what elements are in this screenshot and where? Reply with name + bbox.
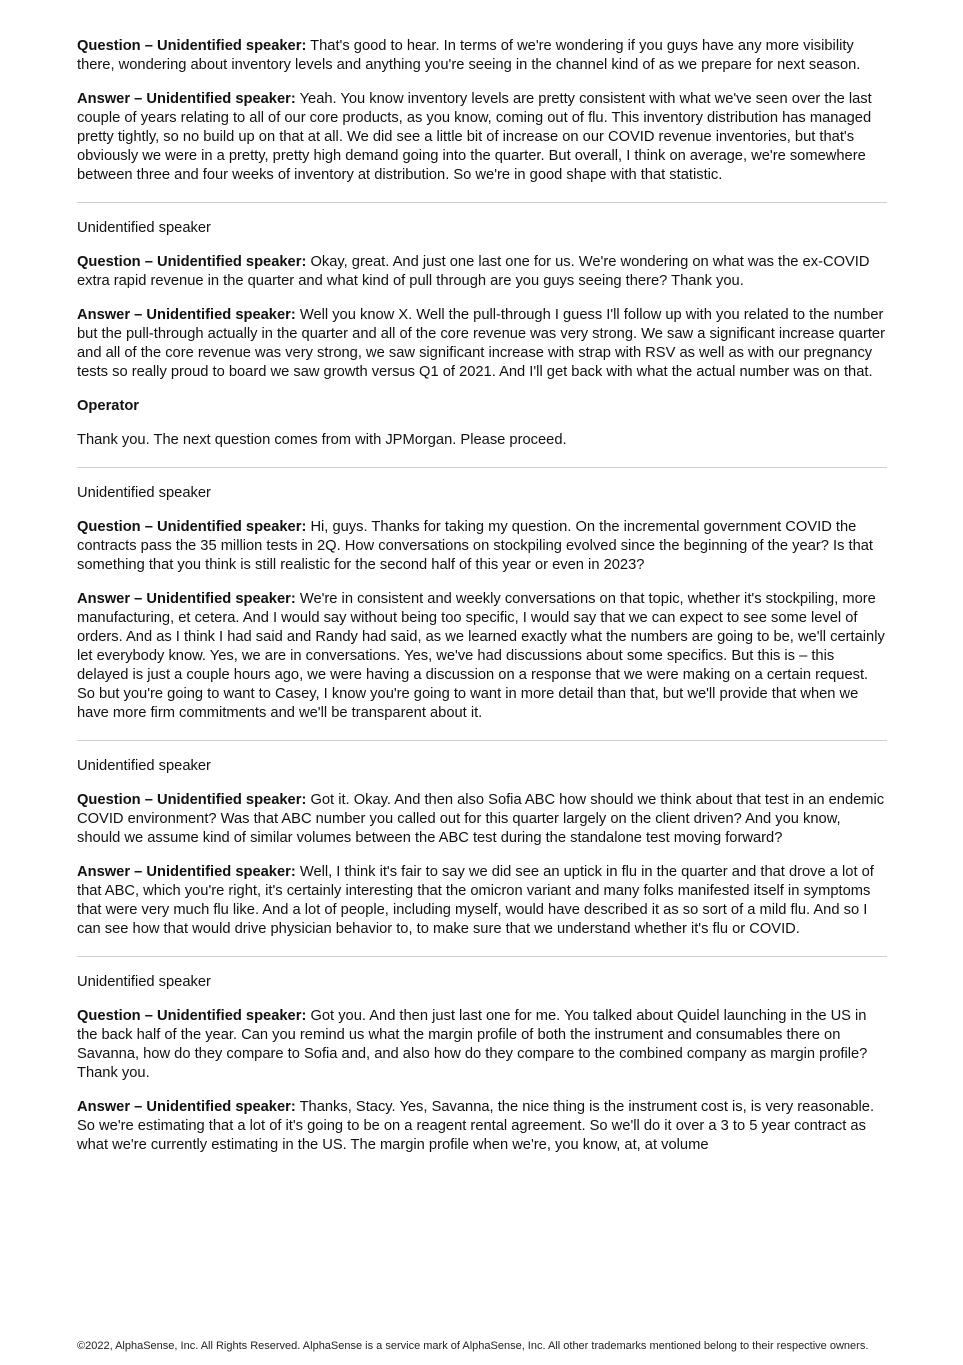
answer-paragraph	[77, 306, 887, 382]
answer-text: Well, I think it's fair to say we did see an uptick in flu in the quarter and that drove a lot of that ABC, which you're right, it's certainly interesting that the omicron variant and many folks manifested itself in symptoms that were very much flu like. And a lot of people, including myself, would have described it as so sort of a mild flu. And so I can see how that would drive physician behavior to, to make sure that we understand whether it's flu or COVID.	[77, 864, 874, 937]
answer-label: Answer – Unidentified speaker:	[77, 91, 296, 107]
question-paragraph	[77, 1007, 887, 1083]
transcript-body	[77, 37, 887, 1170]
speaker-heading: Unidentified speaker	[77, 220, 211, 236]
answer-paragraph	[77, 863, 887, 939]
question-paragraph	[77, 791, 887, 848]
answer-label: Answer – Unidentified speaker:	[77, 1099, 296, 1115]
answer-paragraph	[77, 1098, 887, 1155]
answer-label: Answer – Unidentified speaker:	[77, 864, 296, 880]
copyright-footer: ©2022, AlphaSense, Inc. All Rights Reserved. AlphaSense is a service mark of AlphaSense, Inc. All other trademarks mentioned belong to their respective owners.	[77, 1340, 869, 1352]
question-paragraph	[77, 518, 887, 575]
question-label: Question – Unidentified speaker:	[77, 792, 307, 808]
section-divider	[77, 740, 887, 741]
speaker-heading: Unidentified speaker	[77, 485, 211, 501]
question-label: Question – Unidentified speaker:	[77, 519, 307, 535]
question-text: Okay, great. And just one last one for us. We're wondering on what was the ex-COVID extra rapid revenue in the quarter and what kind of pull through are you guys seeing there? Thank you.	[77, 254, 870, 289]
question-label: Question – Unidentified speaker:	[77, 38, 307, 54]
question-text: Hi, guys. Thanks for taking my question. On the incremental government COVID the contracts pass the 35 million tests in 2Q. How conversations on stockpiling evolved since the beginning of the year? Is that something that you think is still realistic for the second half of this year or even in 2023?	[77, 519, 874, 573]
speaker-heading: Unidentified speaker	[77, 974, 211, 990]
speaker-heading: Unidentified speaker	[77, 758, 211, 774]
question-label: Question – Unidentified speaker:	[77, 254, 307, 270]
section-divider	[77, 202, 887, 203]
answer-paragraph	[77, 590, 887, 723]
question-paragraph	[77, 253, 887, 291]
question-label: Question – Unidentified speaker:	[77, 1008, 307, 1024]
answer-paragraph	[77, 90, 887, 185]
answer-text: Yeah. You know inventory levels are pretty consistent with what we've seen over the last couple of years relating to all of our core products, as you know, coming out of flu. This inventory distribution has managed pretty tightly, so no build up on that at all. We did see a little bit of increase on our COVID revenue inventories, but that's obviously we were in a pretty, pretty high demand going into the quarter. But overall, I think on average, we're somewhere between three and four weeks of inventory at distribution. So we're in good shape with that statistic.	[77, 91, 872, 183]
answer-text: Well you know X. Well the pull-through I guess I'll follow up with you related to the number but the pull-through actually in the quarter and all of the core revenue was very strong. We saw a significant increase quarter and all of the core revenue was very strong, we saw significant increase with strap with RSV as well as with our pregnancy tests so really proud to board we saw growth versus Q1 of 2021. And I'll get back with what the actual number was on that.	[77, 307, 885, 380]
question-paragraph	[77, 37, 887, 75]
operator-text: Thank you. The next question comes from with JPMorgan. Please proceed.	[77, 432, 567, 448]
question-text: Got you. And then just last one for me. You talked about Quidel launching in the US in the back half of the year. Can you remind us what the margin profile of both the instrument and consumables there on Savanna, how do they compare to Sofia and, and also how do they compare to the combined company as margin profile? Thank you.	[77, 1008, 868, 1081]
section-divider	[77, 467, 887, 468]
section-divider	[77, 956, 887, 957]
answer-text: We're in consistent and weekly conversations on that topic, whether it's stockpiling, more manufacturing, et cetera. And I would say without being too specific, I would say that we can expect to see some level of orders. And as I think I had said and Randy had said, as we learned exactly what the numbers are going to be, we'll certainly let everybody know. Yes, we are in conversations. Yes, we've had discussions about some specifics. But this is – this delayed is just a couple hours ago, we were having a discussion on a response that we were making on a certain request. So but you're going to want to Casey, I know you're going to want in more detail than that, but we'll provide that when we have more firm commitments and we'll be transparent about it.	[77, 591, 885, 721]
question-text: That's good to hear. In terms of we're wondering if you guys have any more visibility there, wondering about inventory levels and anything you're seeing in the channel kind of as we prepare for next season.	[77, 38, 861, 73]
answer-label: Answer – Unidentified speaker:	[77, 591, 296, 607]
operator-heading: Operator	[77, 398, 140, 414]
answer-label: Answer – Unidentified speaker:	[77, 307, 296, 323]
question-text: Got it. Okay. And then also Sofia ABC how should we think about that test in an endemic COVID environment? Was that ABC number you called out for this quarter largely on the client driven? And you know, should we assume kind of similar volumes between the ABC test during the standalone test moving forward?	[77, 792, 885, 846]
answer-text: Thanks, Stacy. Yes, Savanna, the nice thing is the instrument cost is, is very reasonable. So we're estimating that a lot of it's going to be on a reagent rental agreement. So we'll do it over a 3 to 5 year contract as what we're currently estimating in the US. The margin profile when we're, you know, at, at volume	[77, 1099, 875, 1153]
